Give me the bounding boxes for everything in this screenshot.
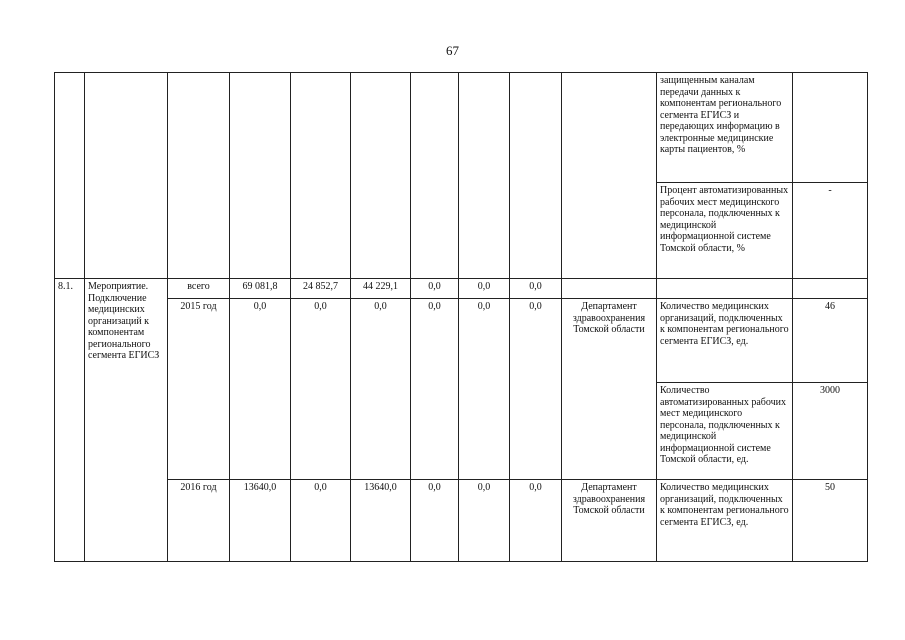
value-cell: 13640,0 [351,480,411,562]
value-cell: 0,0 [411,299,459,480]
table-cell [291,73,351,279]
value-cell: 0,0 [510,480,562,562]
value-cell: 69 081,8 [230,279,291,299]
indicator-value [793,73,868,183]
indicator-value [793,279,868,299]
indicator-name [657,279,793,299]
indicator-name: Количество медицинских организаций, подключенных к компонентам регионального сегмента ЕГИСЗ, ед. [657,299,793,383]
value-cell: 13640,0 [230,480,291,562]
value-cell: 44 229,1 [351,279,411,299]
table-cell [562,73,657,279]
page-number: 67 [446,43,459,58]
value-cell: 0,0 [230,299,291,480]
value-cell: 0,0 [411,480,459,562]
table-cell [85,73,168,279]
table-cell [411,73,459,279]
indicator-value: 46 [793,299,868,383]
executor-cell: Департамент здравоохранения Томской области [562,299,657,480]
program-table [54,72,868,562]
executor-cell [562,279,657,299]
table-row [55,73,868,183]
value-cell: 0,0 [459,279,510,299]
value-cell: 24 852,7 [291,279,351,299]
table-cell [459,73,510,279]
value-cell: 0,0 [411,279,459,299]
table-cell [168,73,230,279]
value-cell: 0,0 [291,480,351,562]
table-cell [230,73,291,279]
indicator-name: Процент автоматизированных рабочих мест медицинского персонала, подключенных к медицинской информационной системе Томской области, % [657,183,793,279]
value-cell: 0,0 [510,279,562,299]
value-cell: 0,0 [459,299,510,480]
period-cell: 2015 год [168,299,230,480]
value-cell: 0,0 [291,299,351,480]
period-cell: 2016 год [168,480,230,562]
table-row [55,480,868,562]
period-cell: всего [168,279,230,299]
indicator-name: защищенным каналам передачи данных к компонентам регионального сегмента ЕГИСЗ и передающих информацию в электронные медицинские карты пациентов, % [657,73,793,183]
table-cell [55,73,85,279]
indicator-name: Количество автоматизированных рабочих мест медицинского персонала, подключенных к медицинской информационной системе Томской области, ед. [657,383,793,480]
indicator-value: 3000 [793,383,868,480]
indicator-value: 50 [793,480,868,562]
table-cell [510,73,562,279]
table-row [55,279,868,299]
value-cell: 0,0 [510,299,562,480]
indicator-value: - [793,183,868,279]
table-cell [351,73,411,279]
executor-cell: Департамент здравоохранения Томской области [562,480,657,562]
indicator-name: Количество медицинских организаций, подключенных к компонентам регионального сегмента ЕГИСЗ, ед. [657,480,793,562]
value-cell: 0,0 [351,299,411,480]
row-number: 8.1. [55,279,85,562]
table-row [55,299,868,383]
activity-name: Мероприятие. Подключение медицинских организаций к компонентам регионального сегмента ЕГИСЗ [85,279,168,562]
value-cell: 0,0 [459,480,510,562]
